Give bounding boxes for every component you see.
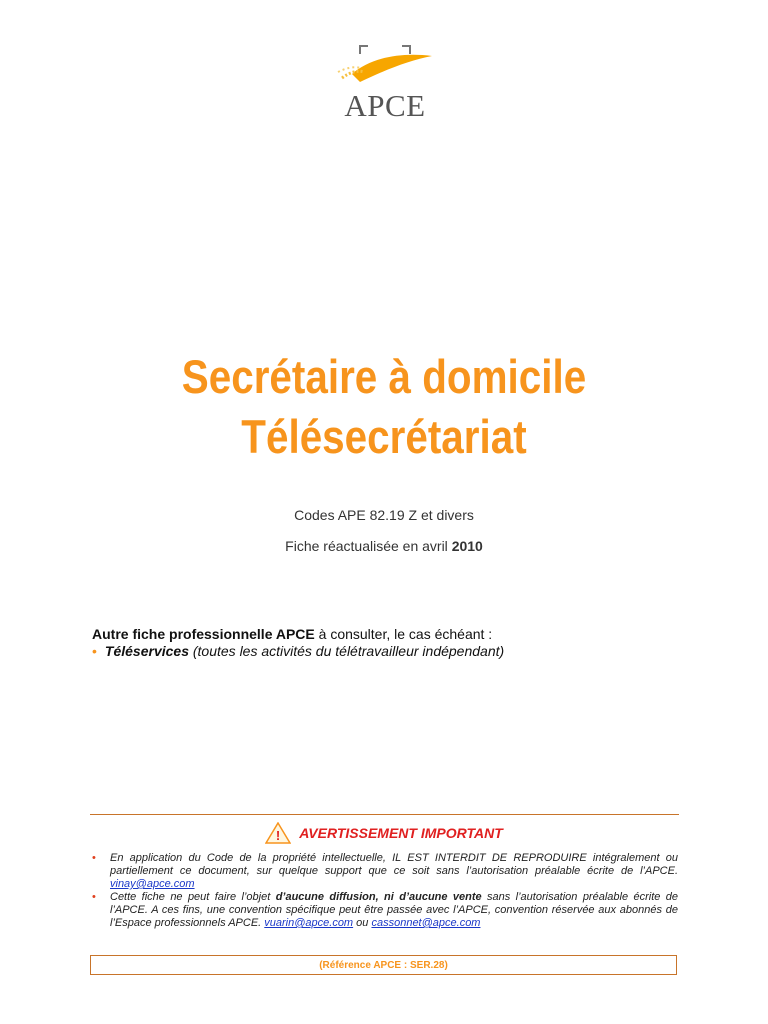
warning-icon <box>265 822 291 844</box>
bullet-icon: • <box>92 891 96 903</box>
warning-item-2-ou: ou <box>353 917 372 929</box>
teleservices-link[interactable]: Téléservices <box>104 643 189 659</box>
update-year: 2010 <box>451 538 483 554</box>
other-fiche-intro <box>92 626 492 642</box>
bullet-icon: • <box>92 643 97 659</box>
update-date <box>0 538 768 554</box>
warning-title: AVERTISSEMENT IMPORTANT <box>299 825 503 841</box>
logo-graphic <box>330 44 440 94</box>
divider <box>90 814 679 815</box>
other-fiche-item <box>92 643 504 659</box>
email-link-vuarin[interactable]: vuarin@apce.com <box>264 917 354 929</box>
teleservices-desc: (toutes les activités du télétravailleur indépendant) <box>188 643 505 659</box>
warning-item-1-text: En application du Code de la propriété intellectuelle, IL EST INTERDIT DE REPRODUIRE intégralement ou partiellement ce document, sur quelque support que ce soit sans l’autorisation préalable écrite de l’APCE. <box>110 852 678 877</box>
email-link-vinay[interactable]: vinay@apce.com <box>110 878 195 890</box>
other-fiche-bold: Autre fiche professionnelle APCE <box>92 626 315 642</box>
warning-item-2-a: Cette fiche ne peut faire l’objet <box>110 891 276 903</box>
warning-list <box>92 852 678 930</box>
svg-text:!: ! <box>276 828 281 843</box>
warning-item-1 <box>92 852 678 891</box>
title-line-2: Télésecrétariat <box>241 410 527 463</box>
ape-codes: Codes APE 82.19 Z et divers <box>294 507 474 523</box>
warning-item-2 <box>92 891 678 930</box>
logo-text: APCE <box>344 88 426 123</box>
bullet-icon: • <box>92 852 96 864</box>
email-link-cassonnet[interactable]: cassonnet@apce.com <box>371 917 481 929</box>
title-line-1: Secrétaire à domicile <box>181 350 587 403</box>
other-fiche-rest: à consulter, le cas échéant : <box>314 626 493 642</box>
warning-item-2-b: sans l’autorisation préalable écrite de l’APCE. A ces fins, une convention spécifique peut être passée avec l’APCE, convention réservée aux abonnés de l’Espace professionnels APCE. <box>110 891 678 929</box>
warning-header <box>0 822 768 849</box>
reference-box: (Référence APCE : SER.28) <box>90 955 677 975</box>
update-prefix: Fiche réactualisée en avril <box>285 538 452 554</box>
warning-item-2-bold: d’aucune diffusion, ni d’aucune vente <box>275 891 482 903</box>
